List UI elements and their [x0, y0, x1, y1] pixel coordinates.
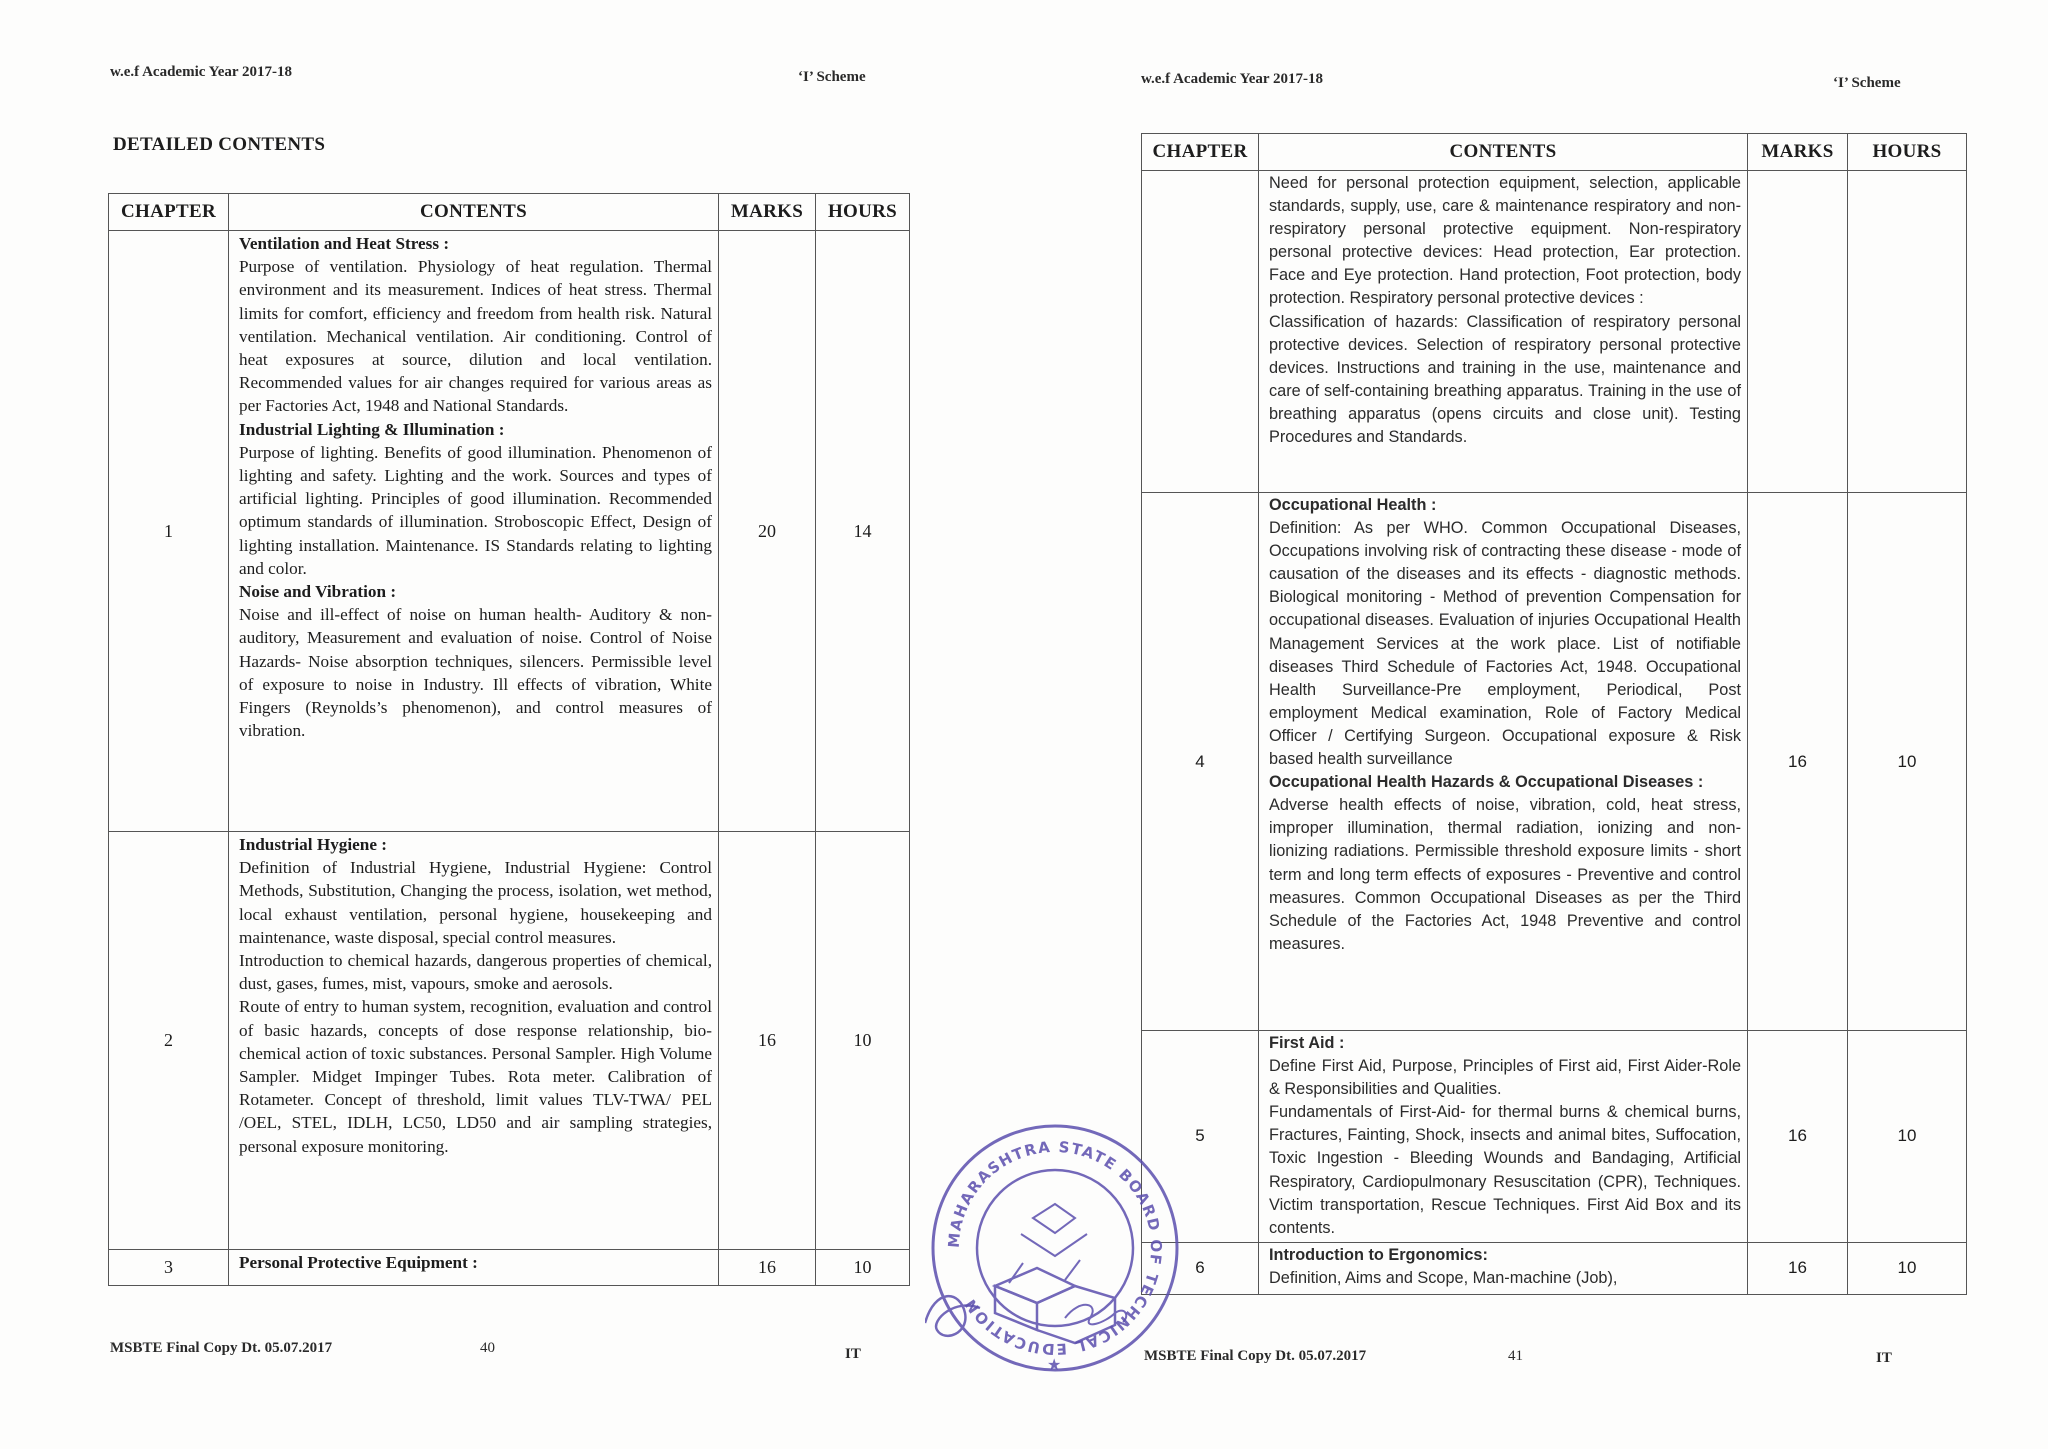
chapter-hours: 10 — [1848, 1242, 1967, 1294]
page-number: 40 — [480, 1340, 495, 1356]
col-header-marks: MARKS — [719, 194, 816, 231]
chapter-marks: 16 — [1748, 493, 1848, 1031]
topic-title: Ventilation and Heat Stress : — [239, 234, 450, 253]
table-row — [1142, 1031, 1967, 1243]
chapter-hours: 10 — [816, 832, 910, 1250]
table-header-row — [109, 194, 910, 231]
topic-title: First Aid : — [1269, 1034, 1345, 1052]
topic-text: Noise and ill-effect of noise on human health- Auditory & non-auditory, Measurement and evaluation of noise. Control of Noise Hazards- Noise absorption techniques, silencers. Permissible level of exposure to noise in Industry. Ill effects of vibration, White Fingers (Reynolds’s phenomenon), and control measures of vibration. — [239, 605, 712, 741]
topic-title: Introduction to Ergonomics: — [1269, 1245, 1488, 1264]
chapter-number: 4 — [1142, 493, 1259, 1031]
topic-text: Definition of Industrial Hygiene, Industrial Hygiene: Control Methods, Substitution, Changing the process, isolation, wet method, local exhaust ventilation, personal hygiene, housekeeping and maintenance, waste disposal, special control measures. — [239, 858, 712, 947]
col-header-contents: CONTENTS — [229, 194, 719, 231]
chapter-hours: 10 — [816, 1250, 910, 1286]
chapter-contents — [229, 832, 719, 1250]
col-header-hours: HOURS — [1848, 134, 1967, 171]
syllabus-table — [1141, 133, 1967, 1295]
topic-title: Occupational Health : — [1269, 496, 1437, 514]
footer-branch: IT — [845, 1346, 861, 1362]
topic-text: Define First Aid, Purpose, Principles of First aid, First Aider-Role & Responsibilities and Qualities. — [1269, 1057, 1741, 1099]
col-header-contents: CONTENTS — [1259, 134, 1748, 171]
header-academic-year: w.e.f Academic Year 2017-18 — [110, 64, 293, 80]
chapter-marks: 16 — [1748, 1031, 1848, 1243]
chapter-contents — [1259, 1031, 1748, 1243]
chapter-number: 1 — [109, 231, 229, 832]
chapter-contents — [1259, 493, 1748, 1031]
topic-title: Noise and Vibration : — [239, 582, 397, 602]
chapter-number: 5 — [1142, 1031, 1259, 1243]
footer-copy-date: MSBTE Final Copy Dt. 05.07.2017 — [1144, 1348, 1367, 1364]
chapter-contents — [1259, 171, 1748, 493]
topic-text: Definition, Aims and Scope, Man-machine (Job), — [1269, 1268, 1618, 1287]
chapter-marks — [1748, 171, 1848, 493]
topic-text: Introduction to chemical hazards, dangerous properties of chemical, dust, gases, fumes, mist, vapours, smoke and aerosols. — [239, 951, 712, 994]
chapter-marks: 20 — [719, 231, 816, 832]
table-row — [109, 832, 910, 1250]
chapter-number: 6 — [1142, 1242, 1259, 1294]
topic-title: Occupational Health Hazards & Occupational Diseases : — [1269, 773, 1704, 792]
col-header-hours: HOURS — [816, 194, 910, 231]
svg-text:★: ★ — [1047, 1355, 1062, 1374]
topic-title: Industrial Hygiene : — [239, 835, 388, 854]
topic-text: Definition: As per WHO. Common Occupational Diseases, Occupations involving risk of contracting these disease - mode of causation of the diseases and its effects - diagnostic methods. Biological monitoring - Method of prevention Compensation for occupational diseases. Evaluation of injuries Occupational Health Management Services at the work place. List of notifiable diseases Third Schedule of Factories Act, 1948. Occupational Health Surveillance-Pre employment, Periodical, Post employment Medical examination, Role of Factory Medical Officer / Certifying Surgeon. Occupational exposure & Risk based health surveillance — [1269, 519, 1741, 769]
seal-text: MAHARASHTRA STATE BOARD OF TECHNICAL EDUCATION — [944, 1137, 1166, 1359]
topic-text: Purpose of ventilation. Physiology of heat regulation. Thermal environment and its measurement. Indices of heat stress. Thermal limits for comfort, efficiency and freedom from health risk. Natural ventilation. Mechanical ventilation. Air conditioning. Control of heat exposures at source, dilution and local ventilation. Recommended values for air changes required for various areas as per Factories Act, 1948 and National Standards. — [239, 257, 712, 416]
topic-text: Fundamentals of First-Aid- for thermal burns & chemical burns, Fractures, Fainting, Shock, insects and animal bites, Suffocation, Toxic Ingestion - Bleeding Wounds and Bandaging, Artificial Respiratory, Cardiopulmonary Resuscitation (CPR), Techniques. Victim transportation, Rescue Techniques. First Aid Box and its contents. — [1269, 1103, 1741, 1237]
table-row — [109, 1250, 910, 1286]
col-header-chapter: CHAPTER — [109, 194, 229, 231]
table-row — [1142, 171, 1967, 493]
board-seal-stamp — [925, 1108, 1185, 1408]
table-row — [109, 231, 910, 832]
section-title: DETAILED CONTENTS — [113, 134, 326, 155]
chapter-hours: 10 — [1848, 493, 1967, 1031]
chapter-contents — [229, 1250, 719, 1286]
table-row — [1142, 1242, 1967, 1294]
chapter-number — [1142, 171, 1259, 493]
topic-text: Route of entry to human system, recognition, evaluation and control of basic hazards, concepts of dose response relationship, bio-chemical action of toxic substances. Personal Sampler. High Volume Sampler. Midget Impinger Tubes. Rota meter. Calibration of Rotameter. Concept of threshold, limit values TLV-TWA/ PEL /OEL, STEL, IDLH, LC50, LD50 and air sampling strategies, personal exposure monitoring. — [239, 997, 712, 1156]
chapter-contents — [1259, 1242, 1748, 1294]
chapter-marks: 16 — [1748, 1242, 1848, 1294]
chapter-marks: 16 — [719, 832, 816, 1250]
chapter-marks: 16 — [719, 1250, 816, 1286]
footer-branch: IT — [1876, 1350, 1892, 1366]
header-scheme: ‘I’ Scheme — [798, 69, 866, 85]
topic-title: Industrial Lighting & Illumination : — [239, 419, 505, 439]
header-scheme: ‘I’ Scheme — [1833, 75, 1901, 91]
chapter-number: 2 — [109, 832, 229, 1250]
topic-title: Personal Protective Equipment : — [239, 1253, 478, 1272]
col-header-chapter: CHAPTER — [1142, 134, 1259, 171]
col-header-marks: MARKS — [1748, 134, 1848, 171]
footer-copy-date: MSBTE Final Copy Dt. 05.07.2017 — [110, 1340, 333, 1356]
chapter-hours: 10 — [1848, 1031, 1967, 1243]
table-row — [1142, 493, 1967, 1031]
chapter-number: 3 — [109, 1250, 229, 1286]
syllabus-table — [108, 193, 910, 1286]
page-number: 41 — [1508, 1348, 1523, 1364]
header-academic-year: w.e.f Academic Year 2017-18 — [1141, 71, 1324, 87]
topic-text: Purpose of lighting. Benefits of good illumination. Phenomenon of lighting and safety. Lighting and the work. Sources and types of artificial lighting. Principles of good illumination. Recommended optimum standards of illumination. Stroboscopic Effect, Design of lighting installation. Maintenance. IS Standards relating to lighting and color. — [239, 442, 712, 578]
topic-text: Adverse health effects of noise, vibration, cold, heat stress, improper illumination, thermal radiation, ionizing and non-lionizing radiations. Permissible threshold exposure limits - short term and long term effects of exposures - Preventive and control measures. Common Occupational Diseases as per the Third Schedule of the Factories Act, 1948 Preventive and control measures. — [1269, 796, 1741, 953]
chapter-contents — [229, 231, 719, 832]
chapter-hours: 14 — [816, 231, 910, 832]
table-header-row — [1142, 134, 1967, 171]
topic-text: Need for personal protection equipment, selection, applicable standards, supply, use, care & maintenance respiratory and non-respiratory personal protective equipment. Non-respiratory personal protective devices: Head protection, Ear protection. Face and Eye protection. Hand protection, Foot protection, body protection. Respiratory personal protective devices : — [1269, 174, 1741, 308]
chapter-hours — [1848, 171, 1967, 493]
topic-text: Classification of hazards: Classification of respiratory personal protective devices. Selection of respiratory personal protective devices. Instructions and training in the use, maintenance and care of self-containing breathing apparatus. Training in the use of breathing apparatus (opens circuits and close unit). Testing Procedures and Standards. — [1269, 312, 1741, 447]
